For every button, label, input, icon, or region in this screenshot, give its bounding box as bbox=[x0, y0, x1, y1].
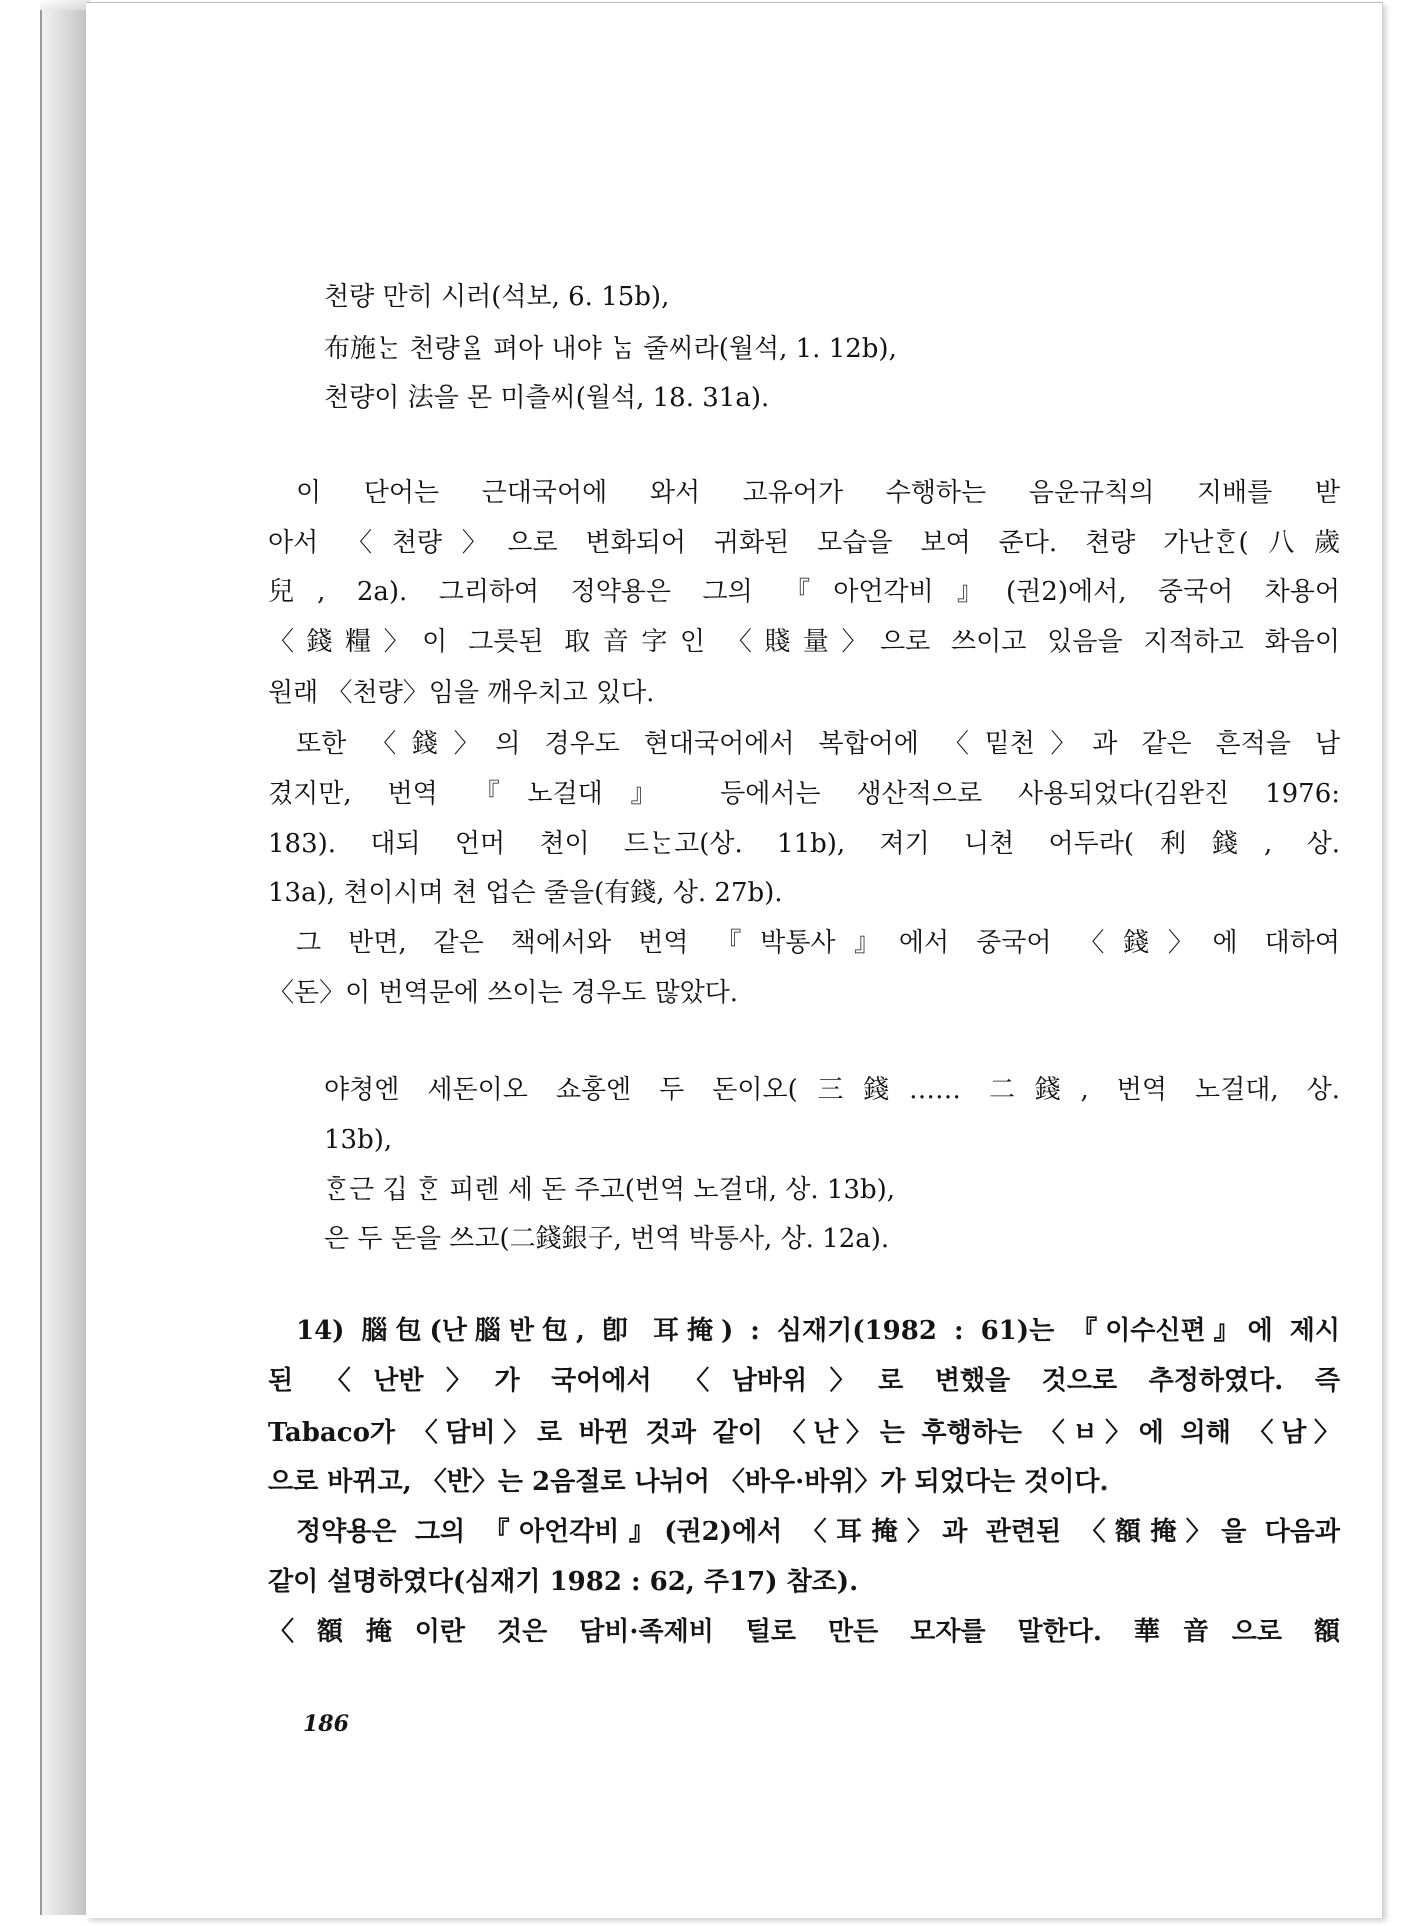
para2-line-3: 183). 대되 언머 쳔이 드ᄂᆞᆫ고(상. 11b), 져기 니쳔 어두라(利錢, 상. bbox=[268, 829, 1340, 859]
para5-line-2: 같이 설명하였다(심재기 1982 : 62, 주17) 참조). bbox=[268, 1567, 859, 1597]
para2-line-2: 겼지만, 번역 『노걸대』 등에서는 생산적으로 사용되었다(김완진 1976: bbox=[268, 779, 1340, 809]
quote2-line-4: 은 두 돈을 쓰고(二錢銀子, 번역 박통사, 상. 12a). bbox=[324, 1224, 890, 1254]
quote2-line-2: 13b), bbox=[324, 1125, 393, 1155]
para2-line-1: 또한 〈錢〉의 경우도 현대국어에서 복합어에 〈밑천〉과 같은 흔적을 남 bbox=[296, 729, 1340, 759]
quote2-line-1: 야쳥엔 세돈이오 쇼홍엔 두 돈이오(三錢…… 二錢, 번역 노걸대, 상. bbox=[324, 1075, 1340, 1105]
para3-line-1: 그 반면, 같은 책에서와 번역 『박통사』에서 중국어 〈錢〉에 대하여 bbox=[296, 928, 1340, 958]
para3-line-2: 〈돈〉이 번역문에 쓰이는 경우도 많았다. bbox=[268, 978, 739, 1008]
book-page bbox=[86, 2, 1383, 1918]
para5-line-1: 정약용은 그의 『아언각비』(권2)에서 〈耳掩〉과 관련된 〈額掩〉을 다음과 bbox=[296, 1517, 1340, 1547]
quote1-line-3: 천량이 法을 몬 미츨씨(월석, 18. 31a). bbox=[324, 383, 770, 413]
para6-line-1: 〈額掩이란 것은 담비·족제비 털로 만든 모자를 말한다. 華音으로 額 bbox=[268, 1617, 1340, 1647]
para1-line-1: 이 단어는 근대국어에 와서 고유어가 수행하는 음운규칙의 지배를 받 bbox=[296, 478, 1340, 508]
para4-line-4: 으로 바뀌고, 〈반〉는 2음절로 나뉘어 〈바우·바위〉가 되었다는 것이다. bbox=[268, 1467, 1109, 1497]
para4-line-1: 14) 腦包(난腦반包, 卽 耳掩) : 심재기(1982 : 61)는 『이수신편』에 제시 bbox=[296, 1316, 1340, 1346]
quote1-line-2: 布施ᄂᆞᆫ 천량ᄋᆞᆯ 펴아 내야 ᄂᆞᆷ 줄씨라(월석, 1. 12b), bbox=[324, 334, 897, 364]
para1-line-4: 〈錢糧〉이 그릇된 取音字인 〈賤量〉으로 쓰이고 있음을 지적하고 화음이 bbox=[268, 627, 1340, 657]
para1-line-2: 아서 〈쳔량〉으로 변화되어 귀화된 모습을 보여 준다. 쳔량 가난ᄒᆞᆫ(八歲 bbox=[268, 528, 1340, 558]
para1-line-3: 兒, 2a). 그리하여 정약용은 그의 『아언각비』(권2)에서, 중국어 차용어 bbox=[268, 577, 1340, 607]
page-number: 186 bbox=[303, 1711, 349, 1737]
para1-line-5: 원래 〈천량〉임을 깨우치고 있다. bbox=[268, 678, 655, 708]
para4-line-3: Tabaco가 〈담비〉로 바뀐 것과 같이 〈난〉는 후행하는 〈ㅂ〉에 의해 〈남〉 bbox=[268, 1418, 1340, 1448]
book-spine-edge bbox=[40, 10, 86, 1915]
quote2-line-3: ᄒᆞᆫ근 깁 ᄒᆞᆫ 피렌 세 돈 주고(번역 노걸대, 상. 13b), bbox=[324, 1175, 896, 1205]
para4-line-2: 된 〈난반〉가 국어에서 〈남바위〉로 변했을 것으로 추정하였다. 즉 bbox=[268, 1366, 1340, 1396]
para2-line-4: 13a), 쳔이시며 쳔 업슨 줄을(有錢, 상. 27b). bbox=[268, 878, 783, 908]
quote1-line-1: 천량 만히 시러(석보, 6. 15b), bbox=[324, 282, 670, 312]
